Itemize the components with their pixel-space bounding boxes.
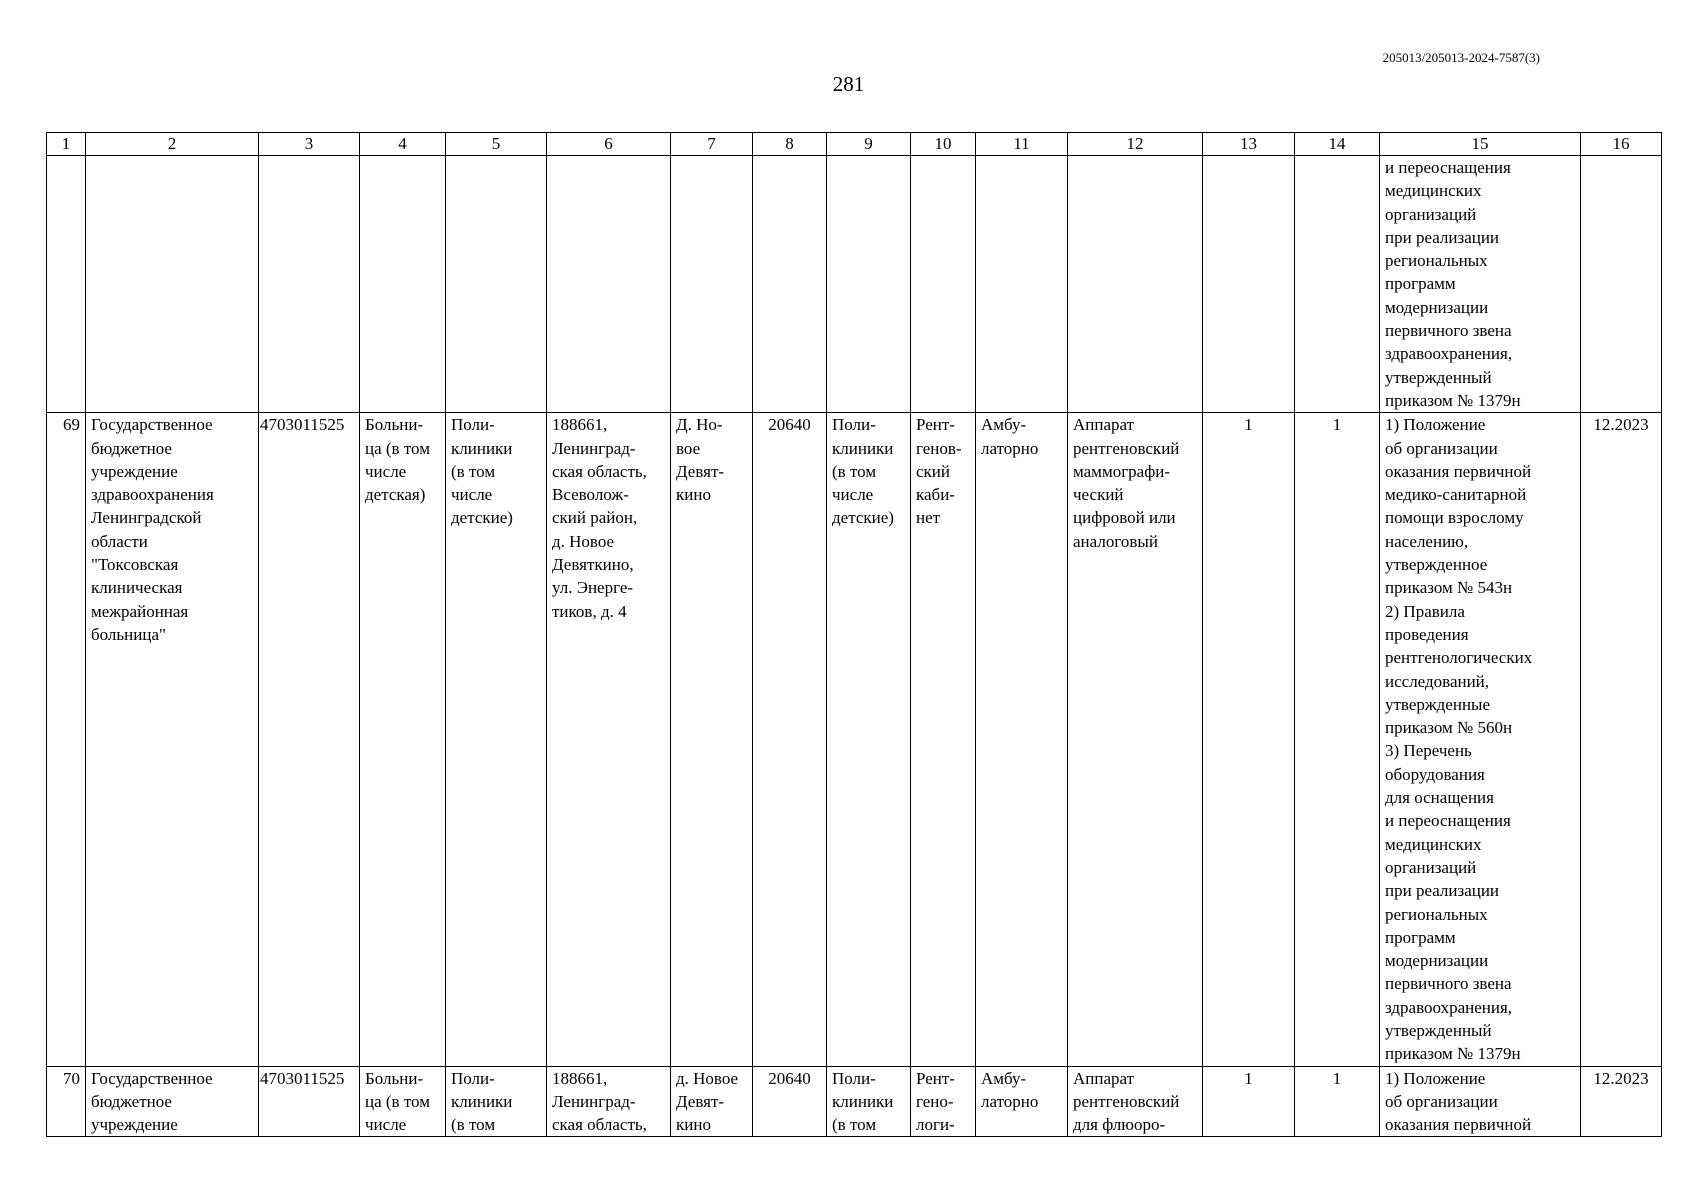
column-header: 2 — [86, 133, 259, 156]
cell-inn: 4703011525 — [259, 1066, 360, 1137]
cell-col-11: Амбу- латорно — [976, 1066, 1068, 1137]
cell-regulations: и переоснащения медицинских организаций при реализации региональных программ модернизации первичного звена здравоохранения, утвержденный приказом № 1379н — [1380, 156, 1581, 413]
cell-col-5 — [446, 156, 547, 413]
cell-col-9: Поли- клиники (в том — [827, 1066, 911, 1137]
column-header: 4 — [360, 133, 446, 156]
cell-address: 188661, Ленинград- ская область, Всеволож- ский район, д. Новое Девяткино, ул. Энерге- тиков, д. 4 — [547, 413, 671, 1066]
table-row — [47, 1066, 1662, 1137]
document-id: 205013/205013-2024-7587(3) — [1382, 50, 1540, 65]
table-row-continuation — [47, 156, 1662, 413]
cell-code: 20640 — [753, 1066, 827, 1137]
column-header: 3 — [259, 133, 360, 156]
cell-col-13: 1 — [1203, 1066, 1295, 1137]
cell-inn — [259, 156, 360, 413]
column-header: 7 — [671, 133, 753, 156]
cell-col-10: Рент- генов- ский каби- нет — [911, 413, 976, 1066]
cell-settlement: Д. Но- вое Девят- кино — [671, 413, 753, 1066]
cell-col-10: Рент- гено- логи- — [911, 1066, 976, 1137]
cell-address — [547, 156, 671, 413]
column-header: 6 — [547, 133, 671, 156]
column-header: 1 — [47, 133, 86, 156]
cell-date — [1581, 156, 1662, 413]
cell-organization — [86, 156, 259, 413]
cell-settlement: д. Новое Девят- кино — [671, 1066, 753, 1137]
cell-col-5: Поли- клиники (в том — [446, 1066, 547, 1137]
column-header: 15 — [1380, 133, 1581, 156]
cell-row-number: 69 — [47, 413, 86, 1066]
cell-col-5: Поли- клиники (в том числе детские) — [446, 413, 547, 1066]
cell-date: 12.2023 — [1581, 413, 1662, 1066]
cell-equipment: Аппарат рентгеновский для флюоро- — [1068, 1066, 1203, 1137]
cell-col-11 — [976, 156, 1068, 413]
column-header: 11 — [976, 133, 1068, 156]
cell-col-14 — [1295, 156, 1380, 413]
cell-equipment — [1068, 156, 1203, 413]
cell-col-11: Амбу- латорно — [976, 413, 1068, 1066]
cell-date: 12.2023 — [1581, 1066, 1662, 1137]
column-header: 8 — [753, 133, 827, 156]
cell-col-14: 1 — [1295, 413, 1380, 1066]
cell-col-13 — [1203, 156, 1295, 413]
cell-col-10 — [911, 156, 976, 413]
cell-address: 188661, Ленинград- ская область, — [547, 1066, 671, 1137]
data-table — [46, 132, 1662, 1137]
cell-organization: Государственное бюджетное учреждение здравоохранения Ленинградской области "Токсовская клиническая межрайонная больница" — [86, 413, 259, 1066]
cell-col-9: Поли- клиники (в том числе детские) — [827, 413, 911, 1066]
column-header: 10 — [911, 133, 976, 156]
cell-row-number: 70 — [47, 1066, 86, 1137]
cell-col-14: 1 — [1295, 1066, 1380, 1137]
cell-inn: 4703011525 — [259, 413, 360, 1066]
cell-regulations: 1) Положение об организации оказания первичной — [1380, 1066, 1581, 1137]
table-row — [47, 413, 1662, 1066]
cell-settlement — [671, 156, 753, 413]
column-header: 16 — [1581, 133, 1662, 156]
cell-equipment: Аппарат рентгеновский маммографи- ческий цифровой или аналоговый — [1068, 413, 1203, 1066]
column-header: 12 — [1068, 133, 1203, 156]
column-header: 5 — [446, 133, 547, 156]
cell-col-4: Больни- ца (в том числе детская) — [360, 413, 446, 1066]
column-header: 14 — [1295, 133, 1380, 156]
column-header: 9 — [827, 133, 911, 156]
cell-organization: Государственное бюджетное учреждение — [86, 1066, 259, 1137]
header-row — [47, 133, 1662, 156]
column-header: 13 — [1203, 133, 1295, 156]
cell-regulations: 1) Положение об организации оказания первичной медико-санитарной помощи взрослому населению, утвержденное приказом № 543н 2) Правила проведения рентгенологических исследований, утвержденные приказом № 560н 3) Перечень оборудования для оснащения и переоснащения медицинских организаций при реализации региональных программ модернизации первичного звена здравоохранения, утвержденный приказом № 1379н — [1380, 413, 1581, 1066]
cell-col-13: 1 — [1203, 413, 1295, 1066]
page-number: 281 — [832, 72, 865, 96]
cell-col-9 — [827, 156, 911, 413]
cell-col-4: Больни- ца (в том числе — [360, 1066, 446, 1137]
cell-code: 20640 — [753, 413, 827, 1066]
cell-row-number — [47, 156, 86, 413]
cell-code — [753, 156, 827, 413]
cell-col-4 — [360, 156, 446, 413]
